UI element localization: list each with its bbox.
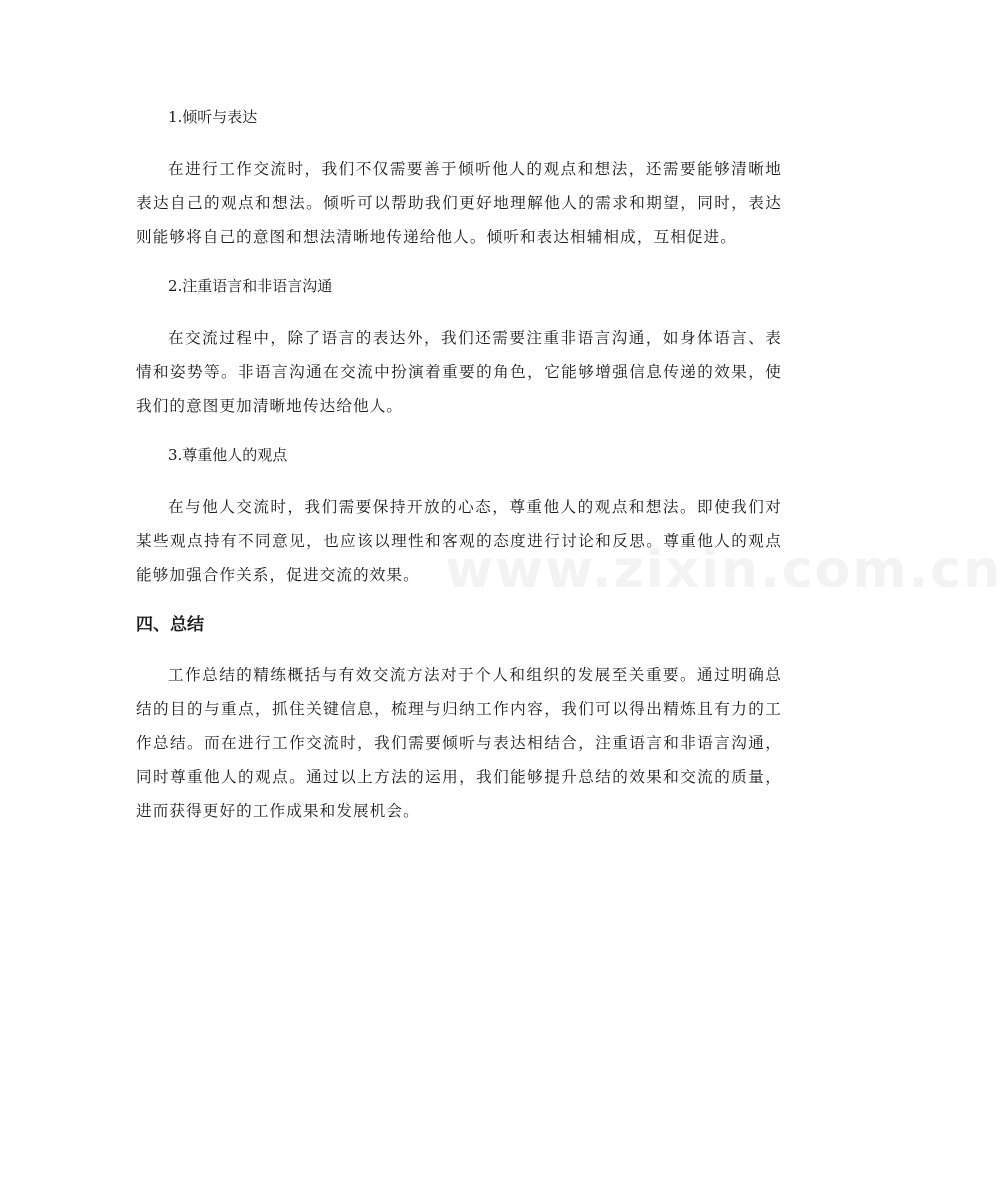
document-content (136, 104, 782, 847)
section-title-conclusion: 四、总结 (136, 615, 204, 635)
paragraph-verbal-nonverbal: 在交流过程中，除了语言的表达外，我们还需要注重非语言沟通，如身体语言、表情和姿势等。非语言沟通在交流中扮演着重要的角色，它能够增强信息传递的效果，使我们的意图更加清晰地传达给他人。 (136, 329, 782, 415)
paragraph-conclusion: 工作总结的精练概括与有效交流方法对于个人和组织的发展至关重要。通过明确总结的目的与重点，抓住关键信息，梳理与归纳工作内容，我们可以得出精炼且有力的工作总结。而在进行工作交流时，我们需要倾听与表达相结合，注重语言和非语言沟通，同时尊重他人的观点。通过以上方法的运用，我们能够提升总结的效果和交流的质量，进而获得更好的工作成果和发展机会。 (136, 666, 782, 820)
subheading-verbal-nonverbal: 2.注重语言和非语言沟通 (168, 277, 333, 295)
subheading-respect-views: 3.尊重他人的观点 (168, 446, 288, 464)
watermark-text: www.zixin.com.cn (445, 540, 1002, 600)
subheading-listen-express: 1.倾听与表达 (168, 108, 258, 126)
paragraph-respect-views: 在与他人交流时，我们需要保持开放的心态，尊重他人的观点和想法。即使我们对某些观点持有不同意见，也应该以理性和客观的态度进行讨论和反思。尊重他人的观点能够加强合作关系，促进交流的效果。 (136, 498, 782, 584)
paragraph-listen-express: 在进行工作交流时，我们不仅需要善于倾听他人的观点和想法，还需要能够清晰地表达自己的观点和想法。倾听可以帮助我们更好地理解他人的需求和期望，同时，表达则能够将自己的意图和想法清晰地传递给他人。倾听和表达相辅相成，互相促进。 (136, 160, 782, 246)
